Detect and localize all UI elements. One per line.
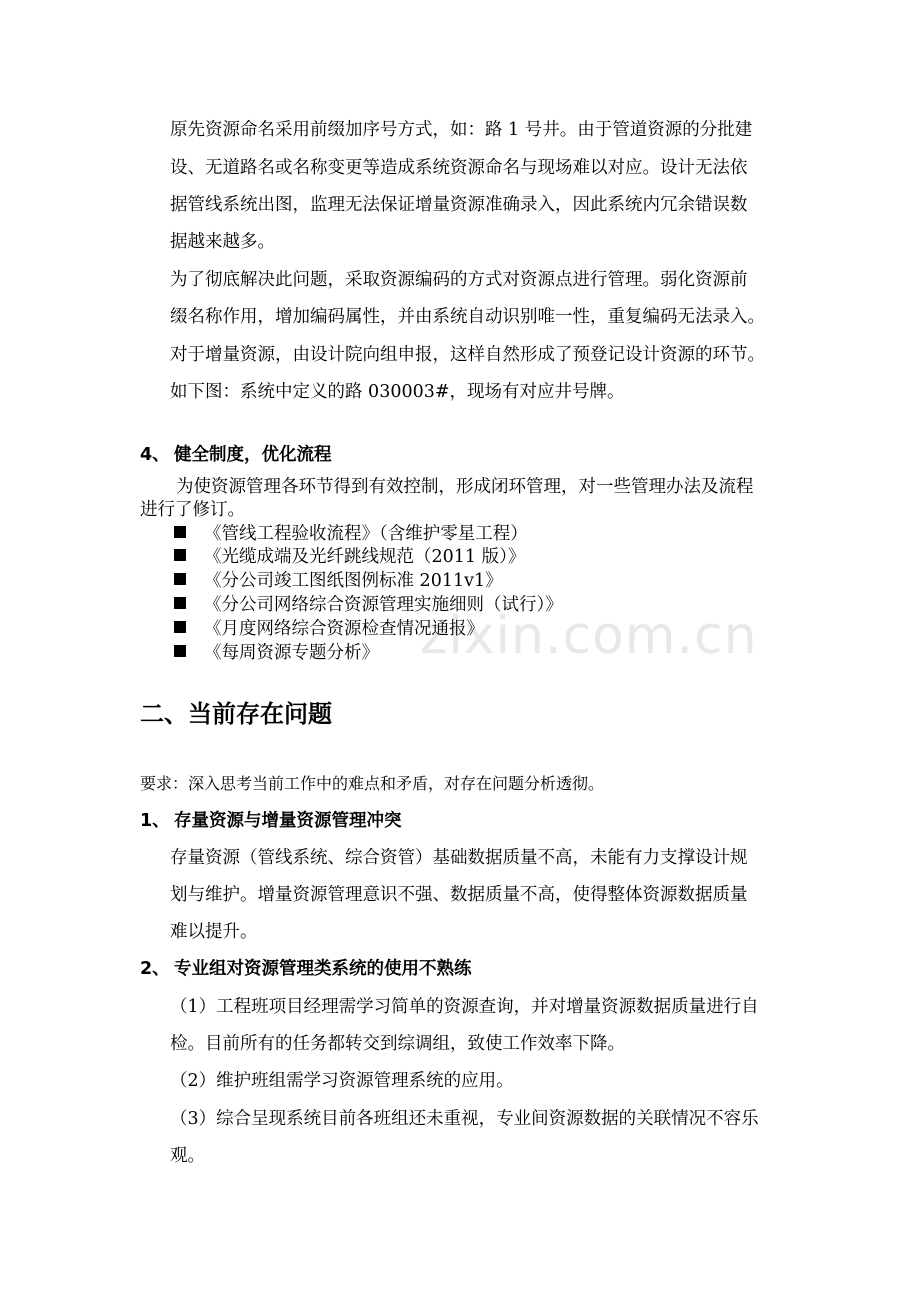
text-line: （1）工程班项目经理需学习简单的资源查询，并对增量资源数据质量进行自	[170, 997, 759, 1017]
list-item: 《月度网络综合资源检查情况通报》	[174, 617, 484, 641]
square-bullet-icon	[174, 621, 186, 633]
item-title: 专业组对资源管理类系统的使用不熟练	[174, 959, 472, 979]
list-item: 《管线工程验收流程》（含维护零星工程）	[174, 522, 528, 546]
square-bullet-icon	[174, 549, 186, 561]
item-number: 2、	[140, 959, 170, 979]
text-line: （3）综合呈现系统目前各班组还未重视，专业间资源数据的关联情况不容乐	[170, 1109, 759, 1129]
section-title: 健全制度，优化流程	[174, 445, 332, 465]
square-bullet-icon	[174, 597, 186, 609]
requirement-text: 要求：深入思考当前工作中的难点和矛盾，对存在问题分析透彻。	[140, 774, 605, 793]
square-bullet-icon	[174, 573, 186, 585]
text-line: 存量资源（管线系统、综合资管）基础数据质量不高，未能有力支撑设计规	[170, 848, 748, 868]
text-line: 如下图：系统中定义的路 030003#，现场有对应井号牌。	[170, 382, 625, 402]
section-heading	[140, 443, 332, 467]
text-line: 据越来越多。	[170, 232, 275, 252]
text-line: 为使资源管理各环节得到有效控制，形成闭环管理，对一些管理办法及流程	[176, 477, 754, 497]
list-item: 《分公司竣工图纸图例标准 2011v1》	[174, 569, 503, 593]
item-title: 存量资源与增量资源管理冲突	[174, 811, 402, 831]
watermark: zixin.com.cn	[420, 606, 758, 666]
item-number: 1、	[140, 811, 170, 831]
text-line: 缀名称作用，增加编码属性，并由系统自动识别唯一性，重复编码无法录入。	[170, 307, 765, 327]
chapter-title: 二、当前存在问题	[140, 700, 332, 728]
list-item: 《光缆成端及光纤跳线规范（2011 版）》	[174, 545, 525, 569]
square-bullet-icon	[174, 645, 186, 657]
item-heading	[140, 809, 402, 833]
list-item: 《每周资源专题分析》	[174, 641, 379, 665]
text-line: 检。目前所有的任务都转交到综调组，致使工作效率下降。	[170, 1034, 625, 1054]
list-item: 《分公司网络综合资源管理实施细则（试行）》	[174, 593, 563, 617]
text-line: 观。	[170, 1146, 205, 1166]
text-line: 设、无道路名或名称变更等造成系统资源命名与现场难以对应。设计无法依	[170, 158, 748, 178]
item-heading	[140, 957, 472, 981]
text-line: 据管线系统出图，监理无法保证增量资源准确录入，因此系统内冗余错误数	[170, 195, 748, 215]
text-line: 划与维护。增量资源管理意识不强、数据质量不高，使得整体资源数据质量	[170, 885, 748, 905]
text-line: 对于增量资源，由设计院向组申报，这样自然形成了预登记设计资源的环节。	[170, 345, 765, 365]
text-line: 进行了修订。	[140, 500, 245, 520]
text-line: 原先资源命名采用前缀加序号方式，如：路 1 号井。由于管道资源的分批建	[170, 120, 753, 140]
section-number: 4、	[140, 445, 170, 465]
text-line: 为了彻底解决此问题，采取资源编码的方式对资源点进行管理。弱化资源前	[170, 270, 748, 290]
square-bullet-icon	[174, 526, 186, 538]
text-line: 难以提升。	[170, 922, 258, 942]
text-line: （2）维护班组需学习资源管理系统的应用。	[170, 1071, 514, 1091]
